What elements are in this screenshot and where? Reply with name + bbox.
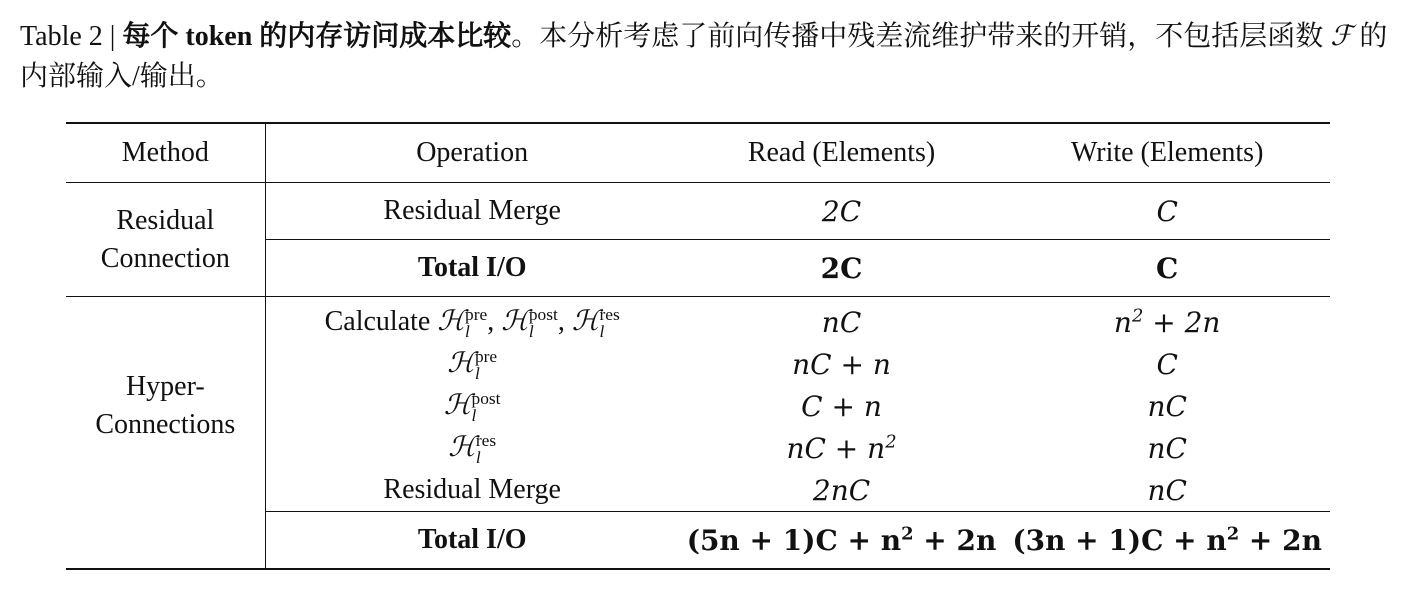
- caption-text-b: 的内部输入/输出。: [20, 21, 1388, 92]
- operation-cell: ℋ post l: [443, 387, 501, 426]
- total-operation-cell: Total I/O: [265, 240, 679, 297]
- header-write: Write (Elements): [1070, 137, 1264, 168]
- total-write-cell: $(3n + 1)C + n^2 + 2n$: [1004, 512, 1330, 570]
- write-cell: nC: [1147, 431, 1187, 465]
- write-cell: nC: [1147, 389, 1187, 423]
- total-row: [66, 512, 1330, 570]
- operation-cell: ℋ pre l: [447, 345, 498, 384]
- caption-title: 每个 token 的内存访问成本比较: [122, 21, 512, 52]
- header-method: Method: [66, 123, 265, 183]
- read-cell: nC + $n^2$: [786, 431, 897, 465]
- write-cell: C: [1156, 347, 1178, 381]
- operation-cell: Residual Merge: [383, 195, 561, 226]
- operation-cell: Residual Merge: [383, 474, 561, 505]
- header-read: Read (Elements): [747, 137, 936, 168]
- memory-cost-table: [66, 122, 1330, 570]
- method-line: Connections: [95, 409, 236, 441]
- read-cell: 2C: [821, 194, 862, 228]
- write-cell: C: [1156, 194, 1178, 228]
- read-cell: C + n: [801, 389, 882, 423]
- header-row: [66, 123, 1330, 183]
- method-hyper-connections: [66, 297, 265, 512]
- method-line: Connection: [100, 242, 230, 274]
- read-cell: nC: [821, 305, 862, 339]
- method-empty-cell: [66, 512, 265, 570]
- total-write-cell: C: [1004, 240, 1330, 297]
- method-residual-connection: [66, 183, 265, 297]
- header-operation: Operation: [416, 137, 529, 168]
- total-read-cell: 2C: [679, 240, 1005, 297]
- caption-symbol: ℱ: [1330, 19, 1353, 52]
- method-line: Residual: [116, 204, 215, 236]
- table-row: [66, 297, 1330, 344]
- method-line: Hyper-: [125, 371, 205, 403]
- operation-cell: Calculate ℋ pre l , ℋ post l , ℋ res l: [324, 303, 620, 342]
- caption-text-a: 。本分析考虑了前向传播中残差流维护带来的开销，不包括层函数: [511, 21, 1331, 52]
- write-cell: nC: [1147, 473, 1187, 507]
- table-caption: [20, 16, 1392, 97]
- write-cell: $n^2 + 2n$: [1113, 305, 1221, 339]
- table-row: [66, 183, 1330, 240]
- caption-label: Table 2 |: [20, 21, 123, 52]
- read-cell: nC + n: [792, 347, 891, 381]
- total-read-cell: $(5n + 1)C + n^2 + 2n$: [679, 512, 1005, 570]
- operation-cell: ℋ res l: [448, 429, 497, 468]
- read-cell: 2nC: [812, 473, 871, 507]
- total-operation-cell: Total I/O: [265, 512, 679, 570]
